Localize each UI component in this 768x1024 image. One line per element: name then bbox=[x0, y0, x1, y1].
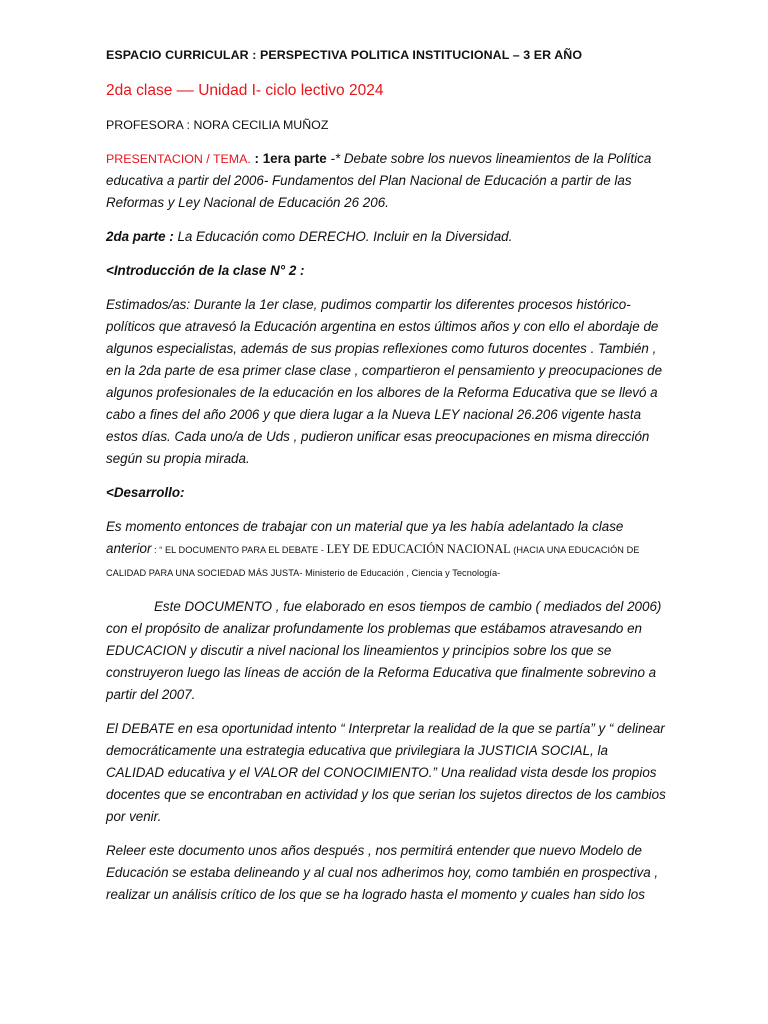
second-part-label: 2da parte : bbox=[106, 229, 174, 244]
debate-paragraph: El DEBATE en esa oportunidad intento “ Interpretar la realidad de la que se partía” y “ delinear democráticamente una estrategia educativa que privilegiara la JUSTICIA SOCIAL, la CALIDAD educativa y el VALOR del CONOCIMIENTO.” Una realidad vista desde los propios docentes que se encontraban en actividad y los que serian los sujetos directos de los cambios por venir. bbox=[106, 721, 666, 824]
document-paragraph bbox=[106, 596, 666, 706]
presentation-tag: PRESENTACION / TEMA. bbox=[106, 152, 251, 166]
first-part-text: -* Debate sobre los nuevos lineamientos de la Política educativa a partir del 2006- Fundamentos del Plan Nacional de Educación a partir de las Reformas y Ley Nacional de Educación 26 206. bbox=[106, 151, 652, 210]
document-subtitle: (HACIA UNA EDUCACIÓN DE CALIDAD PARA UNA SOCIEDAD MÁS JUSTA- Ministerio de Educación , Ciencia y Tecnología- bbox=[106, 545, 640, 578]
development-intro-paragraph bbox=[106, 516, 666, 584]
introduction-text: Estimados/as: Durante la 1er clase, pudimos compartir los diferentes procesos histórico-políticos que atravesó la Educación argentina en estos últimos años y con ello el abordaje de algunos especialistas, además de sus propias reflexiones como futuros docentes . También , en la 2da parte de esa primer clase clase , compartieron el pensamiento y preocupaciones de algunos profesionales de la educación en los albores de la Reforma Educativa que se llevó a cabo a fines del año 2006 y que diera lugar a la Nueva LEY nacional 26.206 vigente hasta estos días. Cada uno/a de Uds , pudieron unificar esas preocupaciones en misma dirección según su propia mirada. bbox=[106, 297, 663, 466]
development-intro-text: Es momento entonces de trabajar con un material que ya les había adelantado la clase anterior bbox=[106, 519, 624, 556]
course-header: ESPACIO CURRICULAR : PERSPECTIVA POLITICA INSTITUCIONAL – 3 ER AÑO bbox=[106, 48, 583, 62]
teacher-line: PROFESORA : NORA CECILIA MUÑOZ bbox=[106, 118, 329, 132]
reread-paragraph: Releer este documento unos años después , nos permitirá entender que nuevo Modelo de Educación se estaba delineando y al cual nos adherimos hoy, como también en prospectiva , realizar un análisis crítico de los que se ha logrado hasta el momento y cuales han sido los bbox=[106, 843, 659, 902]
second-part-paragraph bbox=[106, 226, 666, 248]
document-paragraph-text: Este DOCUMENTO , fue elaborado en esos tiempos de cambio ( mediados del 2006) con el propósito de analizar profundamente los problemas que estábamos atravesando en EDUCACION y discutir a nivel nacional los lineamientos y principios sobre los que se construyeron luego las líneas de acción de la Reforma Educativa que finalmente sobrevino a partir del 2007. bbox=[106, 599, 662, 702]
class-unit-title: 2da clase –– Unidad I- ciclo lectivo 2024 bbox=[106, 82, 384, 99]
presentation-paragraph bbox=[106, 148, 666, 214]
development-heading: <Desarrollo: bbox=[106, 485, 185, 500]
introduction-heading: <Introducción de la clase N° 2 : bbox=[106, 263, 305, 278]
second-part-text: La Educación como DERECHO. Incluir en la Diversidad. bbox=[173, 229, 513, 244]
first-part-label: : 1era parte bbox=[250, 151, 327, 166]
document-label: EL DOCUMENTO PARA EL DEBATE - bbox=[164, 545, 327, 555]
law-title: LEY DE EDUCACIÓN NACIONAL bbox=[326, 542, 511, 556]
document-body bbox=[106, 44, 666, 906]
development-colon: : “ bbox=[151, 545, 165, 555]
